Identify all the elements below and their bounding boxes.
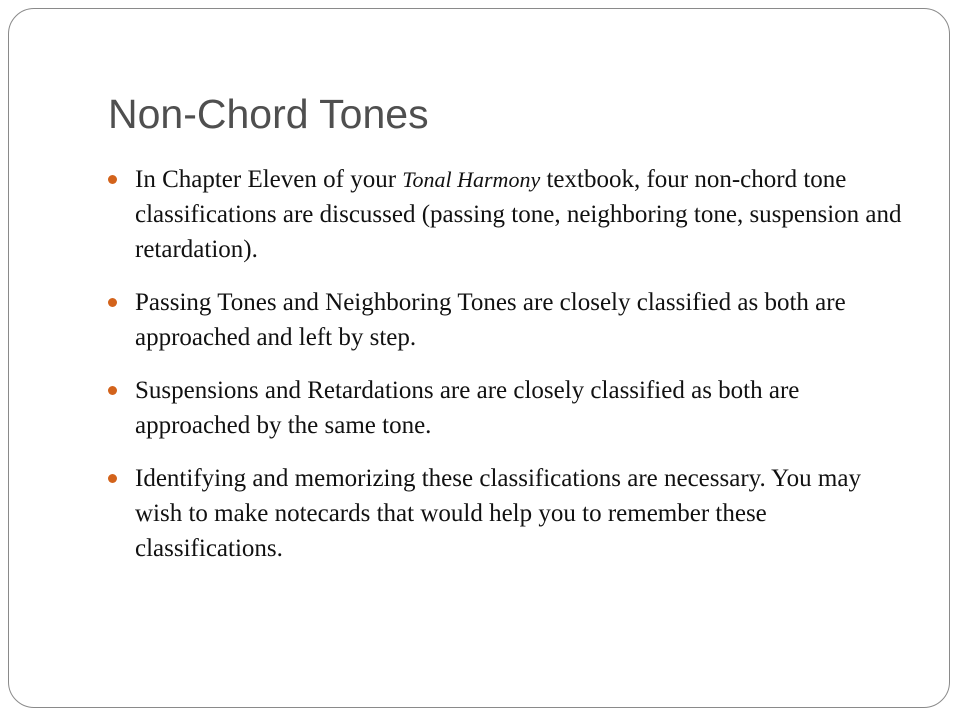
bullet-dot-icon: [108, 175, 117, 184]
bullet-dot-icon: [108, 298, 117, 307]
bullet-item: [108, 373, 913, 443]
bullet-text-before: In Chapter Eleven of your: [135, 166, 403, 193]
bullet-dot-icon: [108, 386, 117, 395]
bullet-text: Identifying and memorizing these classifications are necessary. You may wish to make notecards that would help you to remember these classifications.: [135, 465, 861, 562]
bullet-text: Suspensions and Retardations are are closely classified as both are approached by the same tone.: [135, 377, 800, 439]
bullet-item: [108, 461, 913, 566]
bullet-text-after: textbook, four non-chord tone classifications are discussed (passing tone, neighboring tone, suspension and retardation).: [135, 166, 902, 263]
bullet-item: [108, 162, 913, 267]
bullet-list: [108, 162, 913, 584]
bullet-dot-icon: [108, 474, 117, 483]
bullet-text: [135, 162, 913, 267]
book-title: Tonal Harmony: [402, 167, 541, 192]
slide-title: Non-Chord Tones: [108, 91, 429, 137]
slide: [8, 8, 950, 708]
bullet-item: [108, 285, 913, 355]
bullet-text: Passing Tones and Neighboring Tones are closely classified as both are approached and left by step.: [135, 289, 846, 351]
